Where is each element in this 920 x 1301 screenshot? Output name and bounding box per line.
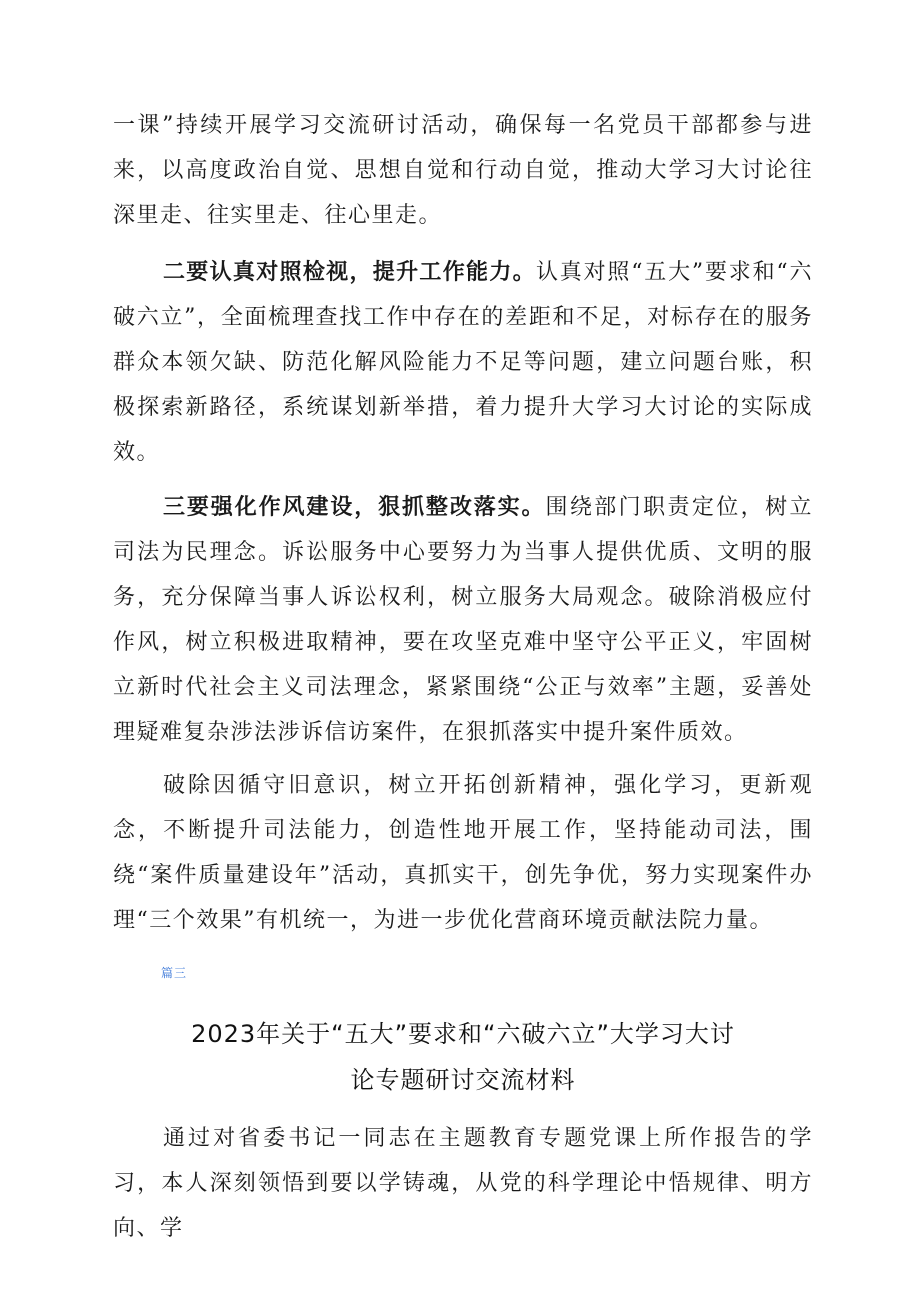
document-title <box>113 1011 813 1103</box>
paragraph-text: 通过对省委书记一同志在主题教育专题党课上所作报告的学习，本人深刻领悟到要以学铸魂，从党的科学理论中悟规律、明方向、学 <box>113 1126 813 1241</box>
section-tag: 篇三 <box>161 966 188 980</box>
paragraph-text: 破除因循守旧意识，树立开拓创新精神，强化学习，更新观念，不断提升司法能力，创造性地开展工作，坚持能动司法，围绕“案件质量建设年”活动，真抓实干，创先争优，努力实现案件办理“三个效果”有机统一，为进一步优化营商环境贡献法院力量。 <box>113 773 813 933</box>
paragraph-innovation <box>113 763 813 943</box>
paragraph-lead-heading: 二要认真对照检视，提升工作能力。 <box>163 260 536 285</box>
document-title-line-1: 2023年关于“五大”要求和“六破六立”大学习大讨 <box>191 1020 735 1048</box>
paragraph-point-three <box>113 485 813 755</box>
document-title-line-2: 论专题研讨交流材料 <box>350 1066 576 1094</box>
paragraph-continuation <box>113 103 813 238</box>
paragraph-point-two <box>113 250 813 475</box>
paragraph-lead-heading: 三要强化作风建设，狠抓整改落实。 <box>163 495 546 520</box>
paragraph-text: 围绕部门职责定位，树立司法为民理念。诉讼服务中心要努力为当事人提供优质、文明的服务，充分保障当事人诉讼权利，树立服务大局观念。破除消极应付作风，树立积极进取精神，要在攻坚克难中坚守公平正义，牢固树立新时代社会主义司法理念，紧紧围绕“公正与效率”主题，妥善处理疑难复杂涉法涉诉信访案件，在狠抓落实中提升案件质效。 <box>113 495 813 745</box>
paragraph-text: 认真对照“五大”要求和“六破六立”，全面梳理查找工作中存在的差距和不足，对标存在的服务群众本领欠缺、防范化解风险能力不足等问题，建立问题台账，积极探索新路径，系统谋划新举措，着力提升大学习大讨论的实际成效。 <box>113 260 813 465</box>
paragraph-text: 一课”持续开展学习交流研讨活动，确保每一名党员干部都参与进来，以高度政治自觉、思想自觉和行动自觉，推动大学习大讨论往深里走、往实里走、往心里走。 <box>113 113 813 228</box>
paragraph-intro <box>113 1116 813 1251</box>
